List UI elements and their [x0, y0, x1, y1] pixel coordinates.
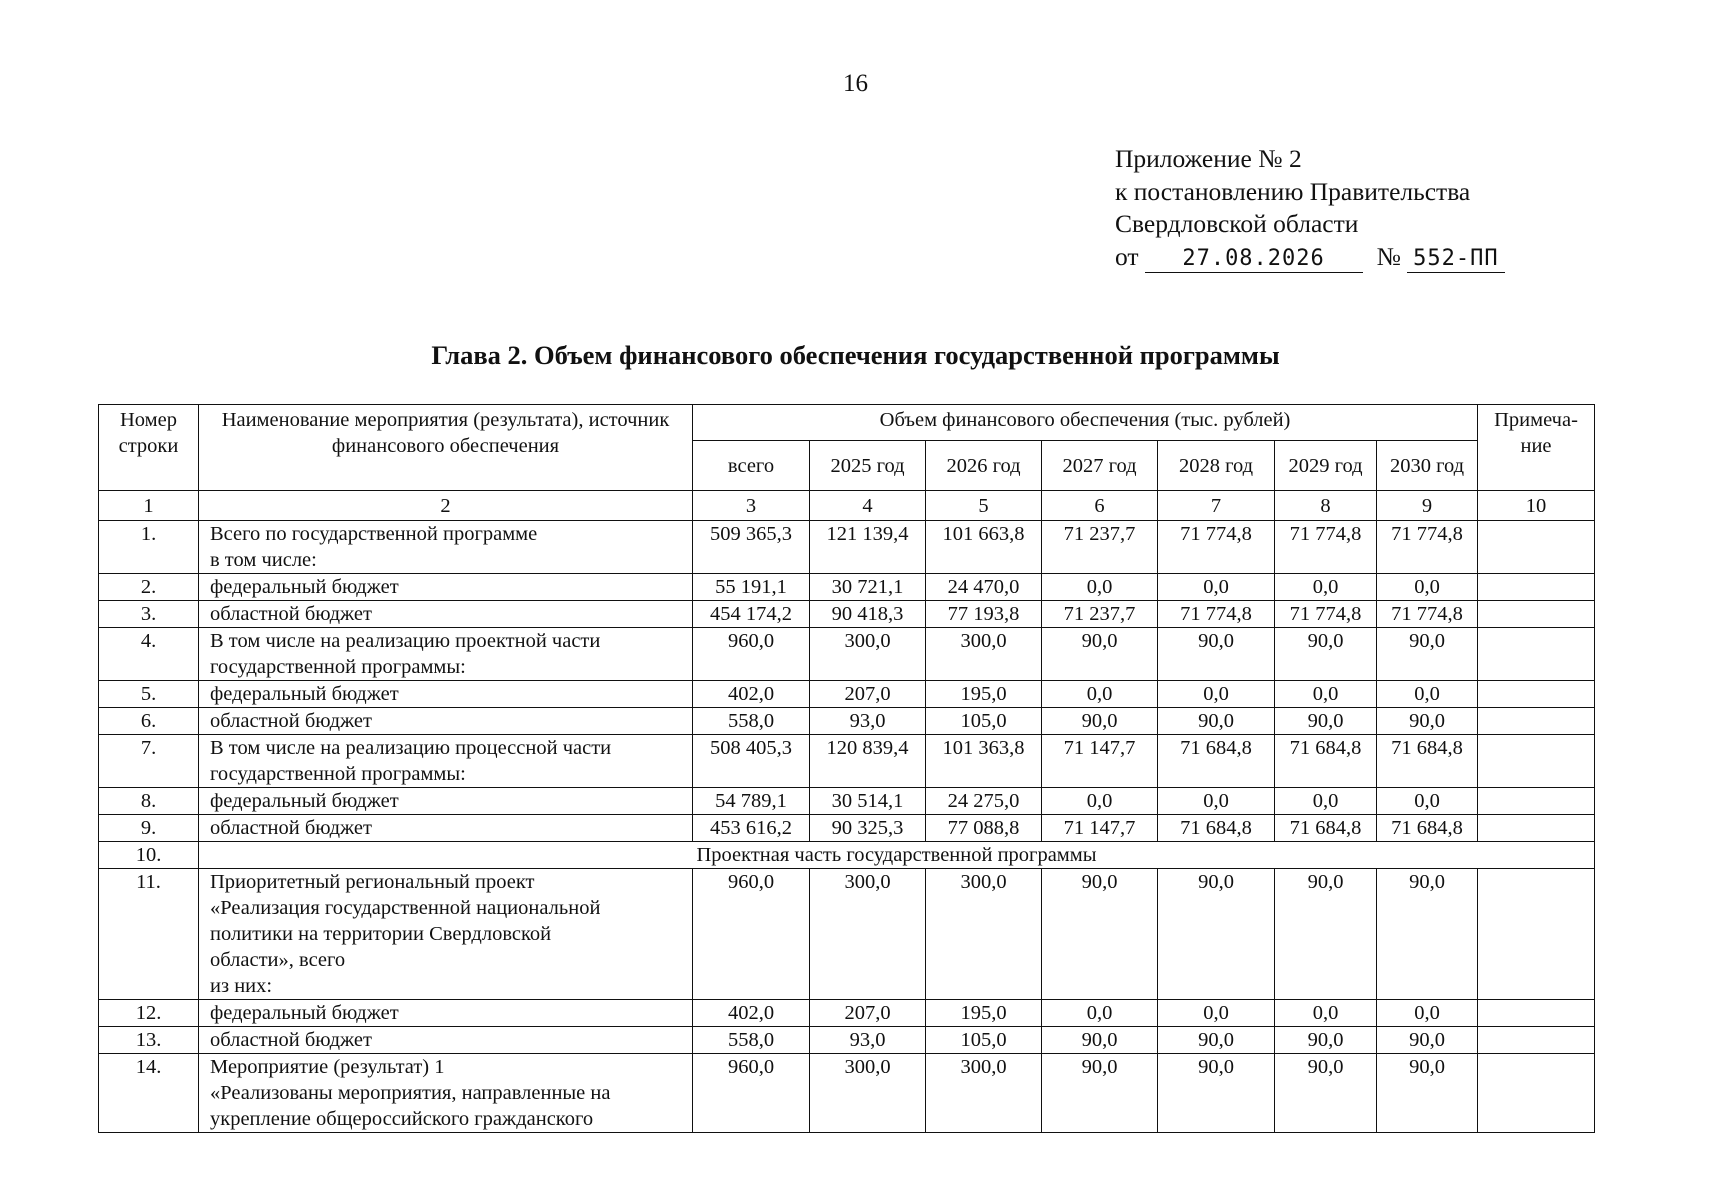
value-cell: 960,0 [693, 1054, 810, 1133]
value-cell: 77 088,8 [926, 815, 1042, 842]
table-row [99, 735, 1595, 788]
column-number: 6 [1042, 491, 1158, 521]
note-cell [1478, 601, 1595, 628]
value-cell: 0,0 [1275, 788, 1377, 815]
row-number: 13. [99, 1027, 199, 1054]
row-name [199, 1027, 693, 1054]
value-cell: 402,0 [693, 681, 810, 708]
note-cell [1478, 1000, 1595, 1027]
row-name-line: федеральный бюджет [210, 576, 399, 598]
value-cell: 90,0 [1275, 1027, 1377, 1054]
value-cell: 90,0 [1158, 708, 1275, 735]
value-cell: 0,0 [1275, 681, 1377, 708]
value-cell: 101 363,8 [926, 735, 1042, 788]
value-cell: 453 616,2 [693, 815, 810, 842]
value-cell: 0,0 [1042, 574, 1158, 601]
chapter-title: Глава 2. Объем финансового обеспечения государственной программы [431, 340, 1280, 370]
row-name-line: В том числе на реализацию проектной части [210, 630, 601, 652]
column-number-row [99, 491, 1595, 521]
value-cell: 90,0 [1275, 1054, 1377, 1133]
value-cell: 90,0 [1377, 1054, 1478, 1133]
value-cell: 120 839,4 [810, 735, 926, 788]
note-cell [1478, 574, 1595, 601]
table-row [99, 1027, 1595, 1054]
table-row [99, 521, 1595, 574]
value-cell: 300,0 [926, 1054, 1042, 1133]
value-cell: 24 275,0 [926, 788, 1042, 815]
column-number: 8 [1275, 491, 1377, 521]
row-name [199, 815, 693, 842]
row-number: 12. [99, 1000, 199, 1027]
value-cell: 71 774,8 [1158, 601, 1275, 628]
value-cell: 71 684,8 [1377, 735, 1478, 788]
table-row [99, 842, 1595, 869]
value-cell: 0,0 [1158, 681, 1275, 708]
value-cell: 90,0 [1377, 869, 1478, 1000]
row-name-line: Всего по государственной программе [210, 523, 538, 545]
row-name [199, 1000, 693, 1027]
row-name [199, 574, 693, 601]
header-total: всего [693, 441, 810, 491]
value-cell: 300,0 [810, 1054, 926, 1133]
date-prefix: от [1115, 241, 1139, 271]
value-cell: 101 663,8 [926, 521, 1042, 574]
header-2026: 2026 год [926, 441, 1042, 491]
row-name-line: областной бюджет [210, 603, 372, 625]
row-name-line: «Реализованы мероприятия, направленные на [210, 1082, 611, 1104]
value-cell: 71 774,8 [1377, 521, 1478, 574]
value-cell: 71 147,7 [1042, 735, 1158, 788]
value-cell: 90,0 [1042, 1027, 1158, 1054]
value-cell: 90,0 [1042, 708, 1158, 735]
note-cell [1478, 708, 1595, 735]
appendix-title: Приложение № 2 [1115, 144, 1302, 173]
row-name [199, 681, 693, 708]
appendix-resolution: к постановлению Правительства [1115, 176, 1471, 206]
table-row [99, 681, 1595, 708]
value-cell: 960,0 [693, 869, 810, 1000]
section-title: Проектная часть государственной программы [199, 842, 1595, 869]
value-cell: 0,0 [1042, 788, 1158, 815]
row-name [199, 735, 693, 788]
value-cell: 454 174,2 [693, 601, 810, 628]
value-cell: 105,0 [926, 1027, 1042, 1054]
value-cell: 509 365,3 [693, 521, 810, 574]
number-prefix: № [1376, 241, 1401, 271]
header-volume: Объем финансового обеспечения (тыс. рублей) [693, 405, 1478, 441]
page-number: 16 [843, 70, 868, 97]
note-cell [1478, 735, 1595, 788]
row-name-line: «Реализация государственной национальной [210, 897, 601, 919]
table-row [99, 628, 1595, 681]
row-name [199, 708, 693, 735]
value-cell: 71 684,8 [1158, 815, 1275, 842]
row-number: 2. [99, 574, 199, 601]
value-cell: 0,0 [1275, 1000, 1377, 1027]
value-cell: 71 774,8 [1377, 601, 1478, 628]
value-cell: 402,0 [693, 1000, 810, 1027]
value-cell: 0,0 [1377, 1000, 1478, 1027]
row-number: 4. [99, 628, 199, 681]
row-number: 3. [99, 601, 199, 628]
value-cell: 90,0 [1158, 1027, 1275, 1054]
row-name-line: областной бюджет [210, 710, 372, 732]
value-cell: 300,0 [926, 628, 1042, 681]
value-cell: 960,0 [693, 628, 810, 681]
column-number: 7 [1158, 491, 1275, 521]
value-cell: 90,0 [1042, 869, 1158, 1000]
row-name-line: областной бюджет [210, 817, 372, 839]
value-cell: 90 418,3 [810, 601, 926, 628]
appendix-date-line [1115, 241, 1505, 274]
appendix-region: Свердловской области [1115, 209, 1359, 238]
row-name-line: федеральный бюджет [210, 790, 399, 812]
value-cell: 71 684,8 [1158, 735, 1275, 788]
header-2028: 2028 год [1158, 441, 1275, 491]
table-row [99, 1000, 1595, 1027]
row-name [199, 521, 693, 574]
value-cell: 105,0 [926, 708, 1042, 735]
value-cell: 71 237,7 [1042, 521, 1158, 574]
row-name-line: из них: [210, 975, 273, 997]
column-number: 9 [1377, 491, 1478, 521]
value-cell: 30 721,1 [810, 574, 926, 601]
value-cell: 90,0 [1275, 708, 1377, 735]
row-name-line: области», всего [210, 949, 346, 971]
value-cell: 90,0 [1158, 1054, 1275, 1133]
value-cell: 93,0 [810, 708, 926, 735]
row-number: 9. [99, 815, 199, 842]
row-name-line: федеральный бюджет [210, 1002, 399, 1024]
header-2029: 2029 год [1275, 441, 1377, 491]
value-cell: 71 684,8 [1275, 815, 1377, 842]
value-cell: 121 139,4 [810, 521, 926, 574]
value-cell: 90,0 [1158, 628, 1275, 681]
row-number: 10. [99, 842, 199, 869]
table-row [99, 601, 1595, 628]
value-cell: 0,0 [1042, 1000, 1158, 1027]
value-cell: 71 684,8 [1275, 735, 1377, 788]
table-body [99, 491, 1595, 1133]
value-cell: 90,0 [1377, 628, 1478, 681]
appendix-block [1115, 143, 1505, 273]
value-cell: 300,0 [810, 869, 926, 1000]
value-cell: 71 774,8 [1158, 521, 1275, 574]
header-2027: 2027 год [1042, 441, 1158, 491]
value-cell: 207,0 [810, 681, 926, 708]
value-cell: 90,0 [1275, 869, 1377, 1000]
header-2025: 2025 год [810, 441, 926, 491]
value-cell: 90,0 [1377, 708, 1478, 735]
value-cell: 71 774,8 [1275, 601, 1377, 628]
column-number: 5 [926, 491, 1042, 521]
table-row [99, 788, 1595, 815]
row-number: 5. [99, 681, 199, 708]
value-cell: 55 191,1 [693, 574, 810, 601]
value-cell: 558,0 [693, 1027, 810, 1054]
value-cell: 300,0 [926, 869, 1042, 1000]
row-name-line: Приоритетный региональный проект [210, 871, 535, 893]
value-cell: 77 193,8 [926, 601, 1042, 628]
row-number: 7. [99, 735, 199, 788]
table-row [99, 574, 1595, 601]
table-row [99, 708, 1595, 735]
header-2030: 2030 год [1377, 441, 1478, 491]
value-cell: 93,0 [810, 1027, 926, 1054]
note-cell [1478, 815, 1595, 842]
row-name-line: укрепление общероссийского гражданского [210, 1108, 594, 1130]
value-cell: 558,0 [693, 708, 810, 735]
value-cell: 90,0 [1042, 1054, 1158, 1133]
row-name-line: областной бюджет [210, 1029, 372, 1051]
value-cell: 195,0 [926, 1000, 1042, 1027]
value-cell: 71 147,7 [1042, 815, 1158, 842]
value-cell: 54 789,1 [693, 788, 810, 815]
note-cell [1478, 1027, 1595, 1054]
note-cell [1478, 869, 1595, 1000]
note-cell [1478, 788, 1595, 815]
value-cell: 90 325,3 [810, 815, 926, 842]
financing-table [98, 404, 1595, 1133]
row-name-line: федеральный бюджет [210, 683, 399, 705]
row-name [199, 788, 693, 815]
value-cell: 71 237,7 [1042, 601, 1158, 628]
note-cell [1478, 681, 1595, 708]
column-number: 1 [99, 491, 199, 521]
row-number: 8. [99, 788, 199, 815]
value-cell: 0,0 [1377, 788, 1478, 815]
resolution-number: 552-ПП [1407, 246, 1505, 273]
row-name-line: В том числе на реализацию процессной части [210, 737, 612, 759]
value-cell: 90,0 [1275, 628, 1377, 681]
value-cell: 0,0 [1377, 574, 1478, 601]
row-number: 14. [99, 1054, 199, 1133]
note-cell [1478, 628, 1595, 681]
value-cell: 195,0 [926, 681, 1042, 708]
table-row [99, 869, 1595, 1000]
row-name-line: Мероприятие (результат) 1 [210, 1056, 445, 1078]
row-name [199, 601, 693, 628]
row-number: 1. [99, 521, 199, 574]
column-number: 2 [199, 491, 693, 521]
column-number: 10 [1478, 491, 1595, 521]
value-cell: 0,0 [1042, 681, 1158, 708]
column-number: 3 [693, 491, 810, 521]
note-cell [1478, 521, 1595, 574]
header-note: Примеча-ние [1478, 405, 1595, 491]
value-cell: 71 684,8 [1377, 815, 1478, 842]
row-number: 6. [99, 708, 199, 735]
row-name-line: политики на территории Свердловской [210, 923, 552, 945]
column-number: 4 [810, 491, 926, 521]
row-name-line: в том числе: [210, 549, 317, 571]
value-cell: 0,0 [1158, 574, 1275, 601]
row-name-line: государственной программы: [210, 763, 466, 785]
row-name [199, 869, 693, 1000]
row-name [199, 628, 693, 681]
value-cell: 90,0 [1042, 628, 1158, 681]
header-name: Наименование мероприятия (результата), источник финансового обеспечения [199, 405, 693, 491]
header-row-number: Номер строки [99, 405, 199, 491]
table-row [99, 815, 1595, 842]
value-cell: 508 405,3 [693, 735, 810, 788]
value-cell: 207,0 [810, 1000, 926, 1027]
value-cell: 24 470,0 [926, 574, 1042, 601]
value-cell: 0,0 [1158, 788, 1275, 815]
value-cell: 0,0 [1377, 681, 1478, 708]
row-number: 11. [99, 869, 199, 1000]
value-cell: 90,0 [1377, 1027, 1478, 1054]
value-cell: 71 774,8 [1275, 521, 1377, 574]
value-cell: 30 514,1 [810, 788, 926, 815]
value-cell: 90,0 [1158, 869, 1275, 1000]
value-cell: 0,0 [1158, 1000, 1275, 1027]
row-name [199, 1054, 693, 1133]
value-cell: 0,0 [1275, 574, 1377, 601]
row-name-line: государственной программы: [210, 656, 466, 678]
resolution-date: 27.08.2026 [1145, 246, 1363, 273]
note-cell [1478, 1054, 1595, 1133]
value-cell: 300,0 [810, 628, 926, 681]
table-row [99, 1054, 1595, 1133]
